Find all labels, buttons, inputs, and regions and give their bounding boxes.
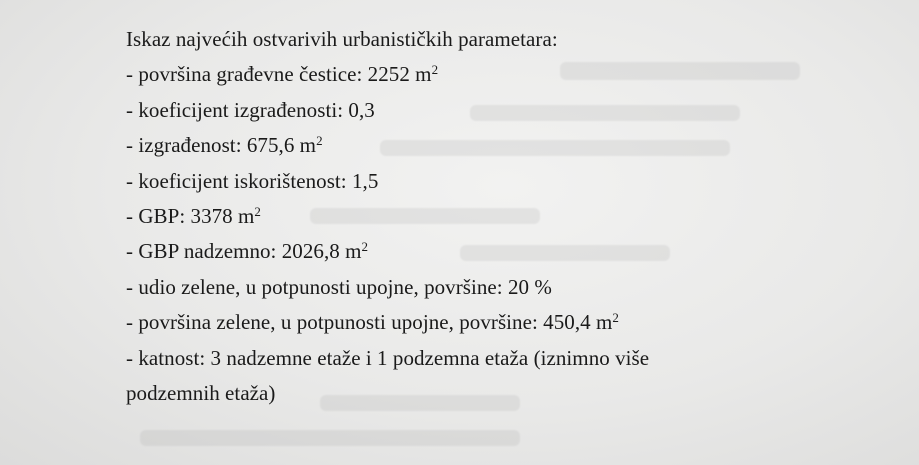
item-text: - koeficijent iskorištenost: 1,5	[126, 168, 379, 193]
list-item-continuation	[126, 376, 906, 411]
superscript: 2	[431, 62, 439, 78]
superscript: 2	[361, 239, 369, 255]
item-text: - izgrađenost: 675,6 m	[126, 133, 317, 158]
item-text: podzemnih etaža)	[126, 381, 276, 406]
document-heading: Iskaz najvećih ostvarivih urbanističkih parametara:	[126, 27, 558, 51]
item-text: - površina građevne čestice: 2252 m	[126, 62, 432, 87]
superscript: 2	[612, 310, 619, 326]
item-text: - koeficijent izgrađenosti: 0,3	[126, 97, 375, 122]
show-through-smudge	[140, 430, 520, 446]
item-text: - GBP: 3378 m	[126, 204, 255, 229]
list-item	[126, 341, 906, 376]
list-item	[126, 164, 906, 199]
list-item	[126, 57, 906, 92]
list-item	[126, 305, 906, 340]
item-text: - udio zelene, u potpunosti upojne, površine: 20 %	[126, 274, 552, 299]
list-item	[126, 93, 906, 128]
item-text: - GBP nadzemno: 2026,8 m	[126, 239, 362, 264]
list-item	[126, 199, 906, 234]
list-item	[126, 128, 906, 163]
list-item	[126, 234, 906, 269]
list-item	[126, 270, 906, 305]
superscript: 2	[254, 204, 261, 220]
item-text: - površina zelene, u potpunosti upojne, površine: 450,4 m	[126, 310, 613, 335]
item-text: - katnost: 3 nadzemne etaže i 1 podzemna etaža (iznimno više	[126, 345, 650, 370]
document-body	[126, 22, 906, 411]
superscript: 2	[316, 133, 323, 149]
